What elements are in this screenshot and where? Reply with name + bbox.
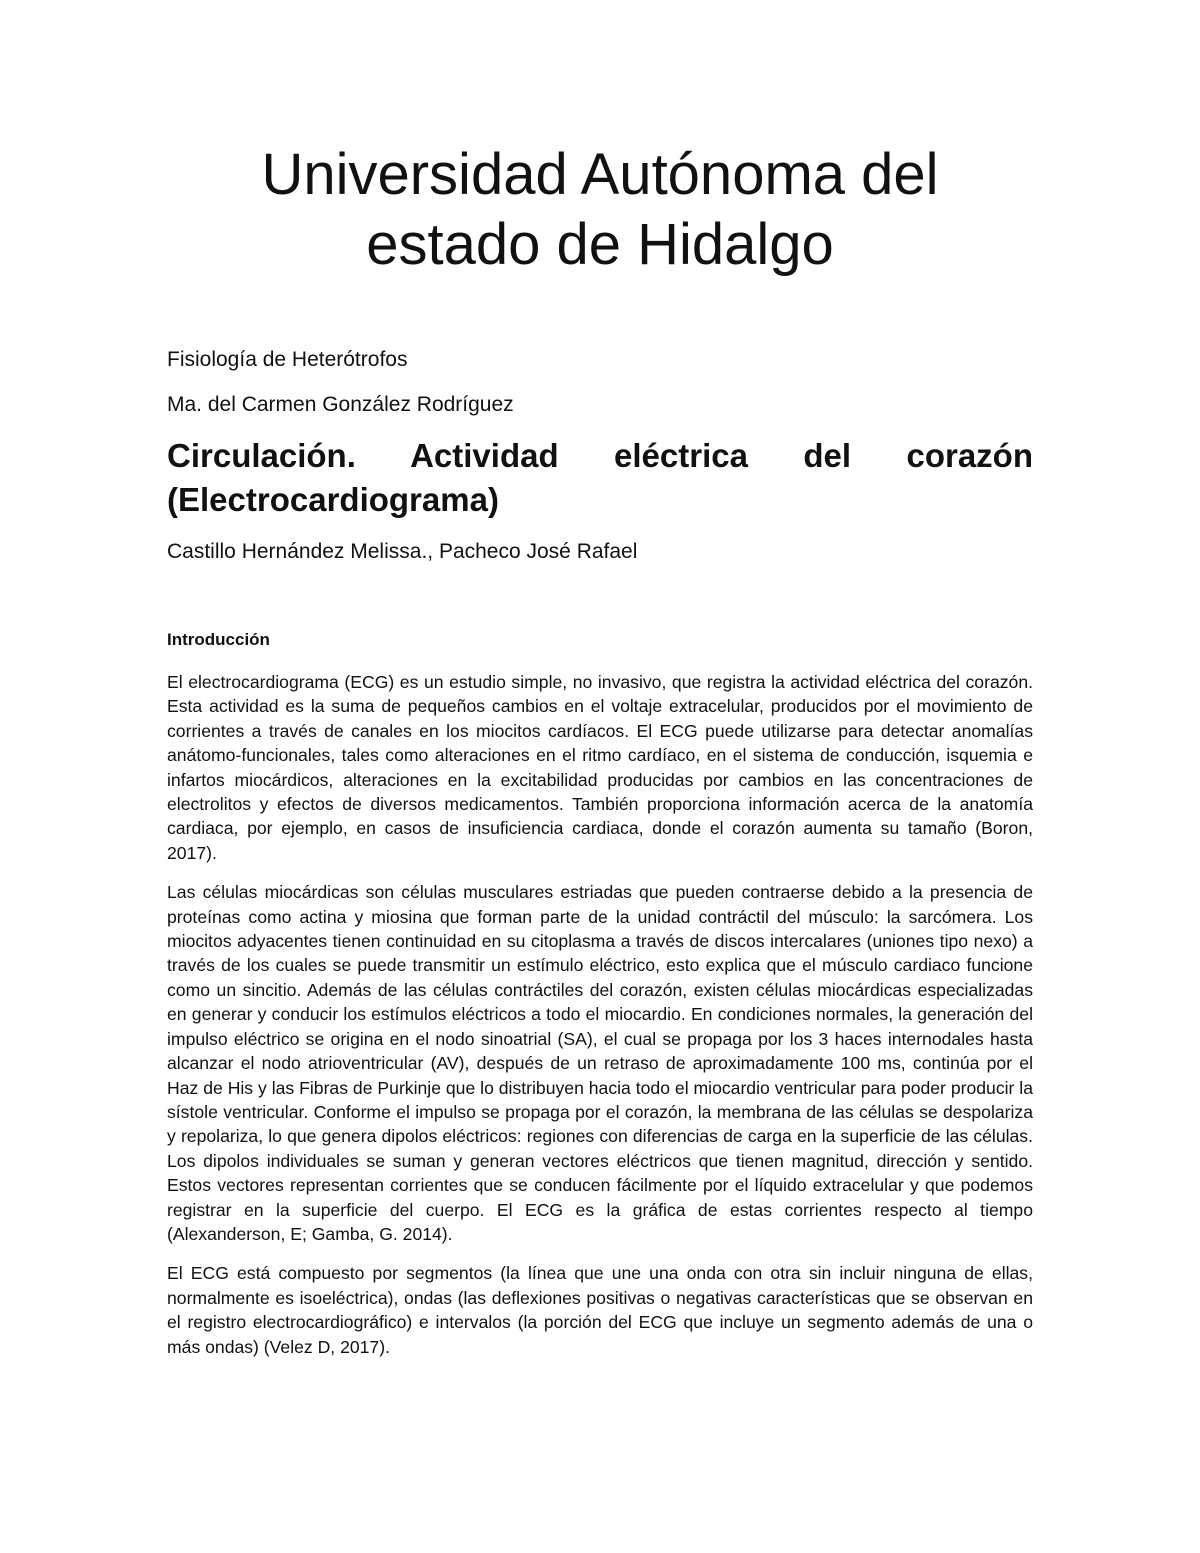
document-title: Circulación. Actividad eléctrica del corazón (Electrocardiograma) <box>167 437 1033 518</box>
teacher-name: Ma. del Carmen González Rodríguez <box>167 393 514 416</box>
paragraph: El ECG está compuesto por segmentos (la línea que une una onda con otra sin incluir ninguna de ellas, normalmente es isoeléctrica), ondas (las deflexiones positivas o negativas características que se observan en el registro electrocardiográfico) e intervalos (la porción del ECG que incluye un segmento además de una o más ondas) (Velez D, 2017). <box>167 1263 1033 1357</box>
university-title <box>167 140 1033 280</box>
body-text <box>167 670 1033 1374</box>
section-heading: Introducción <box>167 630 270 649</box>
authors: Castillo Hernández Melissa., Pacheco José Rafael <box>167 540 638 563</box>
page-content <box>167 140 1033 1357</box>
paragraph: El electrocardiograma (ECG) es un estudio simple, no invasivo, que registra la actividad eléctrica del corazón. Esta actividad es la suma de pequeños cambios en el voltaje extracelular, producidos por el movimiento de corrientes a través de canales en los miocitos cardíacos. El ECG puede utilizarse para detectar anomalías anátomo-funcionales, tales como alteraciones en el ritmo cardíaco, en el sistema de conducción, isquemia e infartos miocárdicos, alteraciones en la excitabilidad producidas por cambios en las concentraciones de electrolitos y efectos de diversos medicamentos. También proporciona información acerca de la anatomía cardiaca, por ejemplo, en casos de insuficiencia cardiaca, donde el corazón aumenta su tamaño (Boron, 2017). <box>167 672 1033 863</box>
university-title-line1: Universidad Autónoma del <box>261 142 939 207</box>
university-title-line2: estado de Hidalgo <box>366 212 834 277</box>
subject-name: Fisiología de Heterótrofos <box>167 348 408 371</box>
paragraph: Las células miocárdicas son células musculares estriadas que pueden contraerse debido a la presencia de proteínas como actina y miosina que forman parte de la unidad contráctil del músculo: la sarcómera. Los miocitos adyacentes tienen continuidad en su citoplasma a través de discos intercalares (uniones tipo nexo) a través de los cuales se puede transmitir un estímulo eléctrico, esto explica que el músculo cardiaco funcione como un sincitio. Además de las células contráctiles del corazón, existen células miocárdicas especializadas en generar y conducir los estímulos eléctricos a todo el miocardio. En condiciones normales, la generación del impulso eléctrico se origina en el nodo sinoatrial (SA), el cual se propaga por los 3 haces internodales hasta alcanzar el nodo atrioventricular (AV), después de un retraso de aproximadamente 100 ms, continúa por el Haz de His y las Fibras de Purkinje que lo distribuyen hacia todo el miocardio ventricular para poder producir la sístole ventricular. Conforme el impulso se propaga por el corazón, la membrana de las células se despolariza y repolariza, lo que genera dipolos eléctricos: regiones con diferencias de carga en la superficie de las células. Los dipolos individuales se suman y generan vectores eléctricos que tienen magnitud, dirección y sentido. Estos vectores representan corrientes que se conducen fácilmente por el líquido extracelular y que podemos registrar en la superficie del cuerpo. El ECG es la gráfica de estas corrientes respecto al tiempo (Alexanderson, E; Gamba, G. 2014). <box>167 882 1033 1244</box>
